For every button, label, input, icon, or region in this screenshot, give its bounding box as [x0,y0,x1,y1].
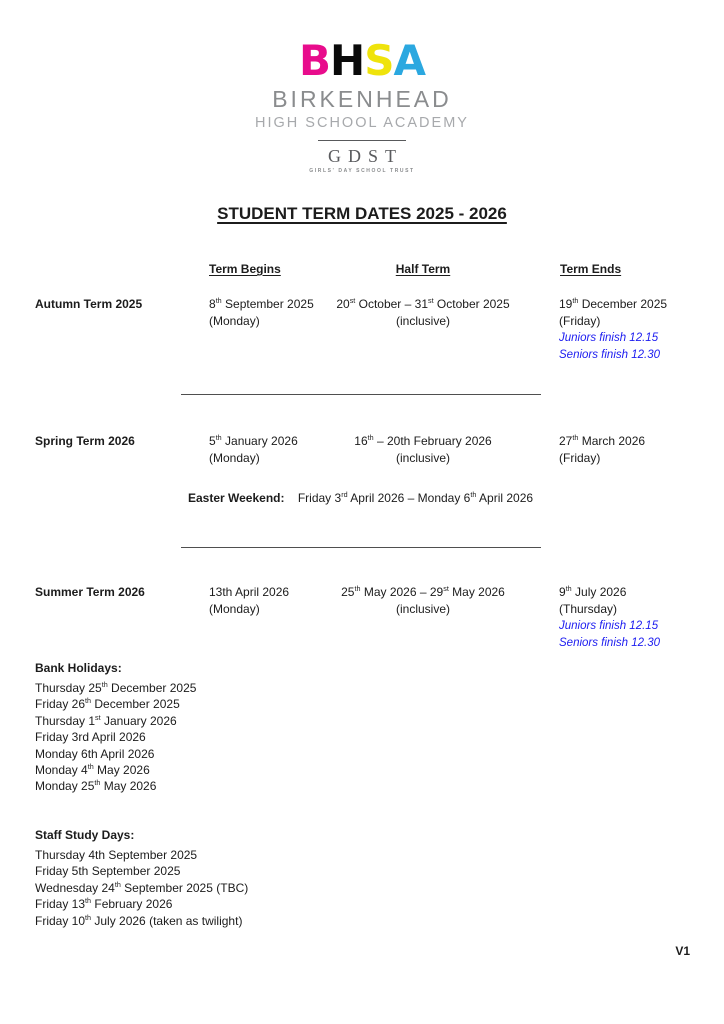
logo-letter-h: H [330,36,365,85]
staff-study-day-item: Friday 5th September 2025 [35,864,181,879]
header-half-term: Half Term [395,262,451,276]
header-term-begins: Term Begins [209,262,281,276]
easter-weekend-label: Easter Weekend: [188,491,285,505]
term-begins-date: 5th January 2026 [209,433,298,448]
term-begins-cell [209,296,314,330]
seniors-finish-note: Seniors finish 12.30 [559,637,661,649]
half-term-dates: 20st October – 31st October 2025 [336,296,510,311]
staff-study-days-list [35,847,248,929]
section-divider [181,394,541,395]
staff-study-day-item: Friday 13th February 2026 [35,896,173,912]
term-ends-cell [559,296,667,364]
term-name: Summer Term 2026 [35,585,145,599]
version-label: V1 [675,944,690,958]
bhsa-logo-letters [0,36,724,85]
trust-subtitle: GIRLS' DAY SCHOOL TRUST [309,168,415,174]
half-term-note: (inclusive) [395,602,450,616]
half-term-cell [328,433,518,467]
bank-holiday-item: Thursday 1st January 2026 [35,712,177,728]
half-term-note: (inclusive) [395,314,450,328]
staff-study-day-item: Wednesday 24th September 2025 (TBC) [35,879,249,895]
juniors-finish-note: Juniors finish 12.15 [559,620,659,632]
bank-holiday-item: Thursday 25th December 2025 [35,680,197,695]
term-ends-cell [559,433,645,467]
school-subname: HIGH SCHOOL ACADEMY [255,115,469,131]
bank-holiday-item: Monday 25th May 2026 [35,778,157,794]
half-term-dates: 25th May 2026 – 29st May 2026 [341,584,505,599]
term-begins-cell [209,584,289,618]
term-begins-day: (Monday) [209,602,260,616]
logo-divider [318,140,406,141]
juniors-finish-note: Juniors finish 12.15 [559,332,659,344]
term-ends-day: (Thursday) [559,602,618,616]
half-term-note: (inclusive) [395,451,450,465]
term-begins-date: 8th September 2025 [209,296,314,311]
term-name: Autumn Term 2025 [35,297,143,311]
staff-study-days-section [35,828,248,929]
bank-holidays-list [35,680,196,795]
bank-holiday-item: Friday 3rd April 2026 [35,730,146,745]
half-term-cell [328,584,518,618]
logo-letter-b: B [299,36,331,85]
bank-holiday-item: Monday 4th May 2026 [35,762,150,778]
page-title: STUDENT TERM DATES 2025 - 2026 [217,204,507,223]
seniors-finish-note: Seniors finish 12.30 [559,349,661,361]
term-ends-date: 19th December 2025 [559,296,668,311]
bank-holidays-section [35,661,196,795]
school-name: BIRKENHEAD [272,86,452,112]
term-begins-cell [209,433,298,467]
staff-study-day-item: Friday 10th July 2026 (taken as twilight) [35,912,243,928]
easter-weekend-line [188,491,708,505]
bank-holidays-heading: Bank Holidays: [35,661,122,675]
header-term-ends: Term Ends [560,262,622,276]
term-begins-day: (Monday) [209,451,260,465]
term-ends-date: 27th March 2026 [559,433,646,448]
bank-holiday-item: Friday 26th December 2025 [35,696,180,712]
logo-letter-a: A [393,36,425,85]
bank-holiday-item: Monday 6th April 2026 [35,746,155,761]
term-ends-date: 9th July 2026 [559,584,627,599]
term-ends-day: (Friday) [559,314,601,328]
term-ends-cell [559,584,660,652]
section-divider [181,547,541,548]
half-term-dates: 16th – 20th February 2026 [354,433,492,448]
half-term-cell [328,296,518,330]
easter-weekend-dates: Friday 3rd April 2026 – Monday 6th April 2026 [297,490,534,505]
trust-name: GDST [327,146,403,166]
school-logo [0,36,724,174]
term-ends-day: (Friday) [559,451,601,465]
term-begins-day: (Monday) [209,314,260,328]
staff-study-days-heading: Staff Study Days: [35,828,135,842]
staff-study-day-item: Thursday 4th September 2025 [35,848,198,862]
term-begins-date: 13th April 2026 [209,585,290,599]
logo-letter-s: S [364,36,394,85]
term-name: Spring Term 2026 [35,434,135,448]
